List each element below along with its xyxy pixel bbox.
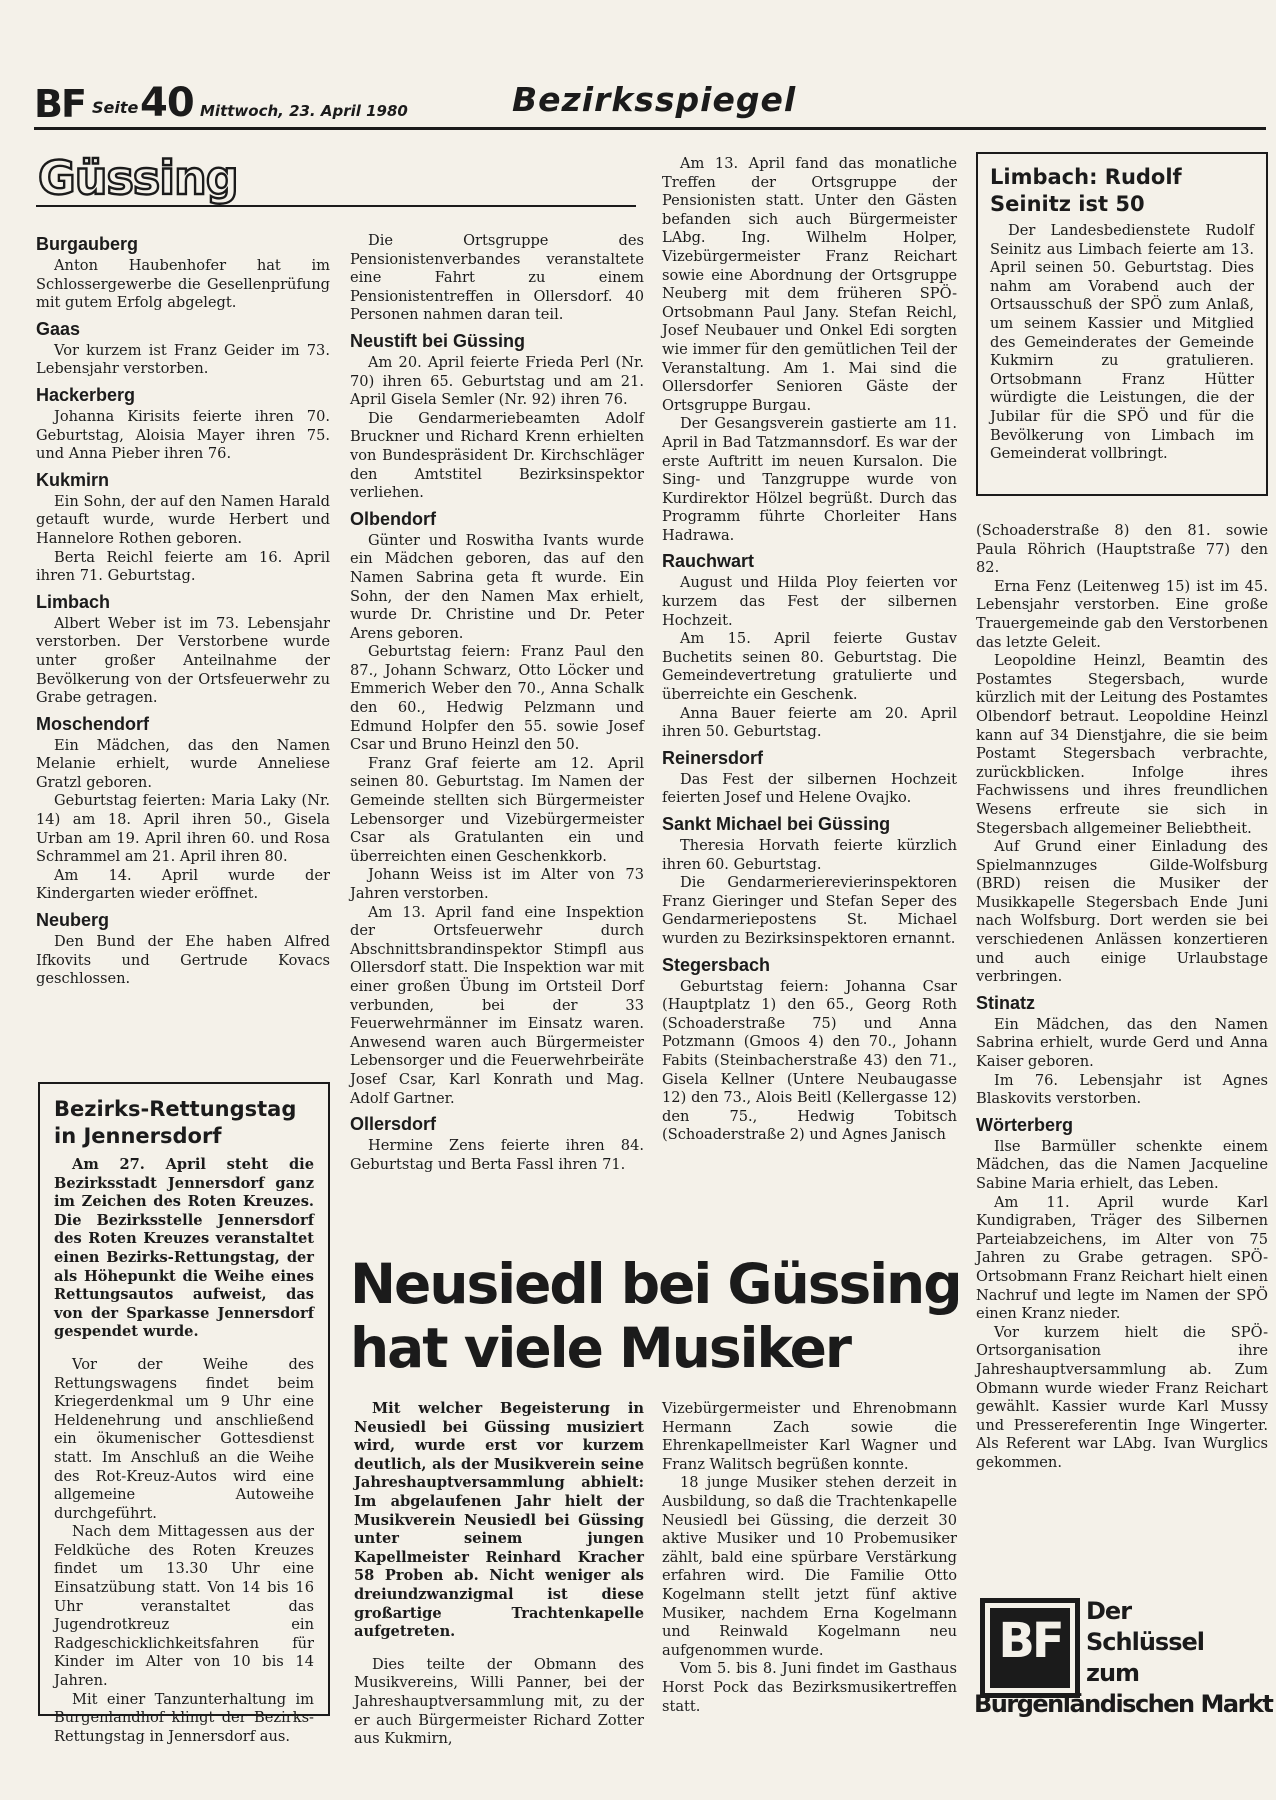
place-heading: Neuberg [36,910,110,931]
column-2 [350,232,644,1174]
column-1 [36,228,330,989]
ad-logo: BF [998,1613,1062,1669]
article-paragraph: Vor kurzem hielt die SPÖ-Ortsorganisation ihre Jahreshauptversammlung ab. Zum Obmann wurde wieder Franz Reichart gewählt. Kassier wurde Karl Mussy und Pressereferentin Inge Wingerter. Als Referent war LAbg. Ivan Wurglics gekommen. [976,1323,1268,1471]
article-paragraph: Im 76. Lebensjahr ist Agnes Blaskovits verstorben. [976,1071,1268,1108]
page-number: 40 [140,80,194,126]
article-paragraph: Ein Mädchen, das den Namen Melanie erhielt, wurde Anneliese Gratzl geboren. [36,736,330,791]
article-paragraph: Theresia Horvath feierte kürzlich ihren 60. Geburtstag. [662,837,957,873]
article-paragraph: Anton Haubenhofer hat im Schlossergewerbe die Gesellenprüfung mit gutem Erfolg abgelegt. [36,257,330,312]
page-label: Seite [92,98,139,117]
neusiedl-headline [350,1252,970,1380]
article-paragraph: Vor kurzem ist Franz Geider im 73. Lebensjahr verstorben. [36,341,330,378]
article-paragraph: Am 14. April wurde der Kindergarten wieder eröffnet. [36,866,330,903]
article-paragraph: Auf Grund einer Einladung des Spielmannzuges Gilde-Wolfsburg (BRD) reisen die Musiker der Musikkapelle Stegersbach Ende Juni nach Wolfsburg. Dort werden sie bei verschiedenen Anlässen konzertieren und auch einige Urlaubstage verbringen. [976,838,1268,986]
article-paragraph: Am 15. April feierte Gustav Buchetits seinen 80. Geburtstag. Die Gemeindevertretung gratulierte und überreichte ein Geschenk. [662,630,957,704]
article-paragraph: Ein Mädchen, das den Namen Sabrina erhielt, wurde Gerd und Anna Kaiser geboren. [976,1015,1268,1071]
article-paragraph: 18 junge Musiker stehen derzeit in Ausbildung, so daß die Trachtenkapelle Neusiedl bei Güssing, die derzeit 30 aktive Musiker und 10 Probemusiker zählt, bald eine spürbare Verstärkung erfahren wird. Die Familie Otto Kogelmann stellt jetzt fünf aktive Musiker, nachdem Erna Kogelmann und Reinwald Kogelmann neu aufgenommen wurde. [662,1474,957,1659]
ad-text [1086,1596,1204,1689]
section-title: Bezirksspiegel [512,80,797,119]
article-paragraph: Vizebürgermeister und Ehrenobmann Hermann Zach sowie die Ehrenkapellmeister Karl Wagner und Franz Walitsch begrüßen konnte. [662,1400,957,1473]
neusiedl-left-column [354,1400,644,1749]
place-heading: Rauchwart [662,551,755,572]
article-paragraph: Leopoldine Heinzl, Beamtin des Postamtes Stegersbach, wurde kürzlich mit der Leitung des Postamtes Olbendorf betraut. Leopoldine Heinzl kann auf 34 Dienstjahre, die sie beim Postamt Stegersbach verbrachte, zurückblicken. Infolge ihres Fachwissens und ihres freundlichen Wesens erfreute sie sich in Stegersbach allgemeiner Beliebtheit. [976,652,1268,837]
column-4 [976,522,1268,1473]
ad-line-2: Schlüssel [1086,1628,1204,1656]
article-paragraph: Hermine Zens feierte ihren 84. Geburtstag und Berta Fassl ihren 71. [350,1137,644,1173]
neusiedl-headline-line1: Neusiedl bei Güssing [350,1252,961,1316]
guessing-rule [36,205,636,207]
neusiedl-right-column [662,1400,957,1716]
place-heading: Hackerberg [36,384,136,405]
issue-date: Mittwoch, 23. April 1980 [200,102,408,120]
ad-line-1: Der [1086,1597,1132,1625]
article-paragraph: Berta Reichl feierte am 16. April ihren 71. Geburtstag. [36,548,330,585]
article-paragraph: Am 20. April feierte Frieda Perl (Nr. 70) ihren 65. Geburtstag und am 21. April Gisela Semler (Nr. 92) ihren 76. [350,353,644,409]
place-heading: Gaas [36,318,81,339]
article-paragraph: Am 11. April wurde Karl Kundigraben, Träger des Silbernen Parteiabzeichens, im Alter von 75 Jahren zu Grabe getragen. SPÖ-Ortsobmann Franz Reichart hielt einen Nachruf und legte im Namen der SPÖ einen Kranz nieder. [976,1193,1268,1323]
article-paragraph: Albert Weber ist im 73. Lebensjahr verstorben. Der Verstorbene wurde unter großer Anteilnahme der Bevölkerung von der Ortsfeuerwehr zu Grabe getragen. [36,614,330,707]
article-paragraph: Der Gesangsverein gastierte am 11. April in Bad Tatzmannsdorf. Es war der erste Auftritt im neuen Kursalon. Die Sing- und Tanzgruppe wurde von Kurdirektor Hölzel begrüßt. Durch das Programm führte Chorleiter Hans Hadrawa. [662,415,957,544]
rettungstag-body [54,1156,314,1746]
rettungstag-box [38,1082,330,1745]
place-heading: Olbendorf [350,508,436,529]
place-heading: Kukmirn [36,469,110,490]
bf-advert [974,1594,1273,1718]
place-heading: Reinersdorf [662,747,764,768]
article-paragraph: Die Gendarmerierevierinspektoren Franz Gieringer und Stefan Seper des Gendarmeriepostens St. Michael wurden zu Bezirksinspektoren ernannt. [662,874,957,947]
place-heading: Wörterberg [976,1114,1074,1135]
article-paragraph: Vor der Weihe des Rettungswagens findet beim Kriegerdenkmal um 9 Uhr eine Heldenehrung und anschließend ein ökumenischer Gottesdienst statt. Im Anschluß an die Weihe des Rot-Kreuz-Autos wird eine allgemeine Autoweihe durchgeführt. [54,1355,314,1522]
masthead-logo: BF [34,82,85,126]
limbach-title: Limbach: Rudolf Seinitz ist 50 [990,165,1182,216]
article-paragraph: Am 27. April steht die Bezirksstadt Jennersdorf ganz im Zeichen des Roten Kreuzes. Die Bezirksstelle Jennersdorf des Roten Kreuzes veranstaltet einen Bezirks-Rettungstag, der als Höhepunkt die Weihe eines Rettungsautos aufweist, das von der Sparkasse Jennersdorf gespendet wurde. [54,1156,314,1341]
article-paragraph: Geburtstag feiern: Johanna Csar (Hauptplatz 1) den 65., Georg Roth (Schoaderstraße 75) und Anna Potzmann (Gmoos 4) den 70., Johann Fabits (Steinbacherstraße 43) den 71., Gisela Kellner (Untere Neubaugasse 12) den 73., Alois Beitl (Kellergasse 12) den 75., Hedwig Tobitsch (Schoaderstraße 2) und Agnes Janisch [662,977,957,1144]
article-paragraph: Franz Graf feierte am 12. April seinen 80. Geburtstag. Im Namen der Gemeinde stellten sich Bürgermeister Lebensorger und Vizebürgermeister Csar als Gratulanten ein und überreichten einen Geschenkkorb. [350,754,644,865]
ad-logo-box [980,1598,1080,1698]
place-heading: Neustift bei Güssing [350,330,526,351]
place-heading: Stegersbach [662,954,771,975]
article-paragraph: Geburtstag feierten: Maria Laky (Nr. 14) am 18. April ihren 50., Gisela Urban am 19. April ihren 60. und Rosa Schrammel am 21. April ihren 80. [36,792,330,866]
article-paragraph: Nach dem Mittagessen aus der Feldküche des Roten Kreuzes findet um 13.30 Uhr eine Einsatzübung statt. Von 14 bis 16 Uhr veranstaltet das Jugendrotkreuz ein Radgeschicklichkeitsfahren für Kinder im Alter von 10 bis 14 Jahren. [54,1523,314,1690]
article-paragraph: Ilse Barmüller schenkte einem Mädchen, das die Namen Jacqueline Sabine Maria erhielt, das Leben. [976,1137,1268,1192]
article-paragraph: August und Hilda Ploy feierten vor kurzem das Fest der silbernen Hochzeit. [662,574,957,629]
guessing-heading: Güssing [38,151,238,205]
article-paragraph: Johanna Kirisits feierte ihren 70. Geburtstag, Aloisia Mayer ihren 75. und Anna Pieber ihren 76. [36,407,330,463]
article-paragraph: Erna Fenz (Leitenweg 15) ist im 45. Lebensjahr verstorben. Eine große Trauergemeinde gab den Verstorbenen das letzte Geleit. [976,577,1268,651]
place-heading: Burgauberg [36,234,139,254]
place-heading: Sankt Michael bei Güssing [662,814,891,834]
article-paragraph: Johann Weiss ist im Alter von 73 Jahren verstorben. [350,866,644,902]
rettungstag-title: Bezirks-Rettungstag in Jennersdorf [54,1097,297,1148]
place-heading: Stinatz [976,992,1036,1013]
article-paragraph: (Schoaderstraße 8) den 81. sowie Paula Röhrich (Hauptstraße 77) den 82. [976,522,1268,577]
article-paragraph: Mit einer Tanzunterhaltung im Burgenlandhof klingt der Bezirks-Rettungstag in Jennersdorf aus. [54,1690,314,1745]
limbach-box [976,152,1268,496]
article-paragraph: Mit welcher Begeisterung in Neusiedl bei Güssing musiziert wird, wurde erst vor kurzem deutlich, als der Musikverein seine Jahreshauptversammlung abhielt: Im abgelaufenen Jahr hielt der Musikverein Neusiedl bei Güssing unter seinem jungen Kapellmeister Reinhard Kracher 58 Proben ab. Nicht weniger als dreiundzwanzigmal ist diese großartige Trachtenkapelle aufgetreten. [354,1400,644,1641]
ad-line-3: zum [1086,1659,1140,1687]
masthead-rule [34,127,1266,130]
column-3 [662,155,957,1145]
place-heading: Ollersdorf [350,1114,437,1135]
limbach-text: Der Landesbedienstete Rudolf Seinitz aus Limbach feierte am 13. April seinen 50. Geburtstag. Dies nahm am Vorabend auch der Ortsausschuß der SPÖ zum Anlaß, um seinem Kassier und Mitglied des Gemeinderates der Gemeinde Kukmirn zu gratulieren. Ortsobmann Franz Hütter würdigte die Leistungen, die der Jubilar für die SPÖ und für die Bevölkerung von Limbach im Gemeinderat vollbringt. [990,222,1254,463]
ad-line-4: Burgenländischen Markt [974,1690,1273,1718]
article-paragraph: Ein Sohn, der auf den Namen Harald getauft wurde, wurde Herbert und Hannelore Rothen geboren. [36,492,330,547]
article-paragraph: Die Gendarmeriebeamten Adolf Bruckner und Richard Krenn erhielten von Bundespräsident Dr. Kirchschläger den Amtstitel Bezirksinspektor verliehen. [350,409,644,502]
article-paragraph: Am 13. April fand das monatliche Treffen der Ortsgruppe der Pensionisten statt. Unter den Gästen befanden sich auch Bürgermeister LAbg. Ing. Wilhelm Holper, Vizebürgermeister Franz Reichart sowie eine Abordnung der Ortsgruppe Neuberg mit dem früheren SPÖ-Ortsobmann Paul Jany. Stefan Reichl, Josef Neubauer und Onkel Edi sorgten wie immer für den gemütlichen Teil der Veranstaltung. Am 1. Mai sind die Ollersdorfer Senioren Gäste der Ortsgruppe Burgau. [662,155,957,414]
article-paragraph: Anna Bauer feierte am 20. April ihren 50. Geburtstag. [662,704,957,741]
place-heading: Limbach [36,591,111,612]
place-heading: Moschendorf [36,713,150,734]
article-paragraph: Günter und Roswitha Ivants wurde ein Mädchen geboren, das auf den Namen Sabrina geta ft wurde. Ein Sohn, der den Namen Max erhielt, wurde Dr. Christine und Dr. Peter Arens geboren. [350,531,644,642]
article-paragraph: Am 13. April fand eine Inspektion der Ortsfeuerwehr durch Abschnittsbrandinspektor Stimpfl aus Ollersdorf statt. Die Inspektion war mit einer großen Übung im Ortsteil Dorf verbunden, bei der 33 Feuerwehrmänner im Einsatz waren. Anwesend waren auch Bürgermeister Lebensorger und die Feuerwehrbeiräte Josef Csar, Karl Konrath und Mag. Adolf Gartner. [350,903,644,1107]
article-paragraph: Dies teilte der Obmann des Musikvereins, Willi Panner, bei der Jahreshauptversammlung mit, zu der er auch Bürgermeister Richard Zotter aus Kukmirn, [354,1655,644,1748]
article-paragraph: Vom 5. bis 8. Juni findet im Gasthaus Horst Pock das Bezirksmusikertreffen statt. [662,1660,957,1715]
article-paragraph: Das Fest der silbernen Hochzeit feierten Josef und Helene Ovajko. [662,770,957,807]
neusiedl-headline-line2: hat viele Musiker [350,1316,851,1380]
article-paragraph: Geburtstag feiern: Franz Paul den 87., Johann Schwarz, Otto Löcker und Emmerich Weber den 70., Anna Schalk den 60., Hedwig Pelzmann und Edmund Holpfer den 55. sowie Josef Csar und Bruno Heinzl den 50. [350,643,644,754]
article-paragraph: Die Ortsgruppe des Pensionistenverbandes veranstaltete eine Fahrt zu einem Pensionistentreffen in Ollersdorf. 40 Personen nahmen daran teil. [350,232,644,324]
article-paragraph: Den Bund der Ehe haben Alfred Ifkovits und Gertrude Kovacs geschlossen. [36,933,330,988]
